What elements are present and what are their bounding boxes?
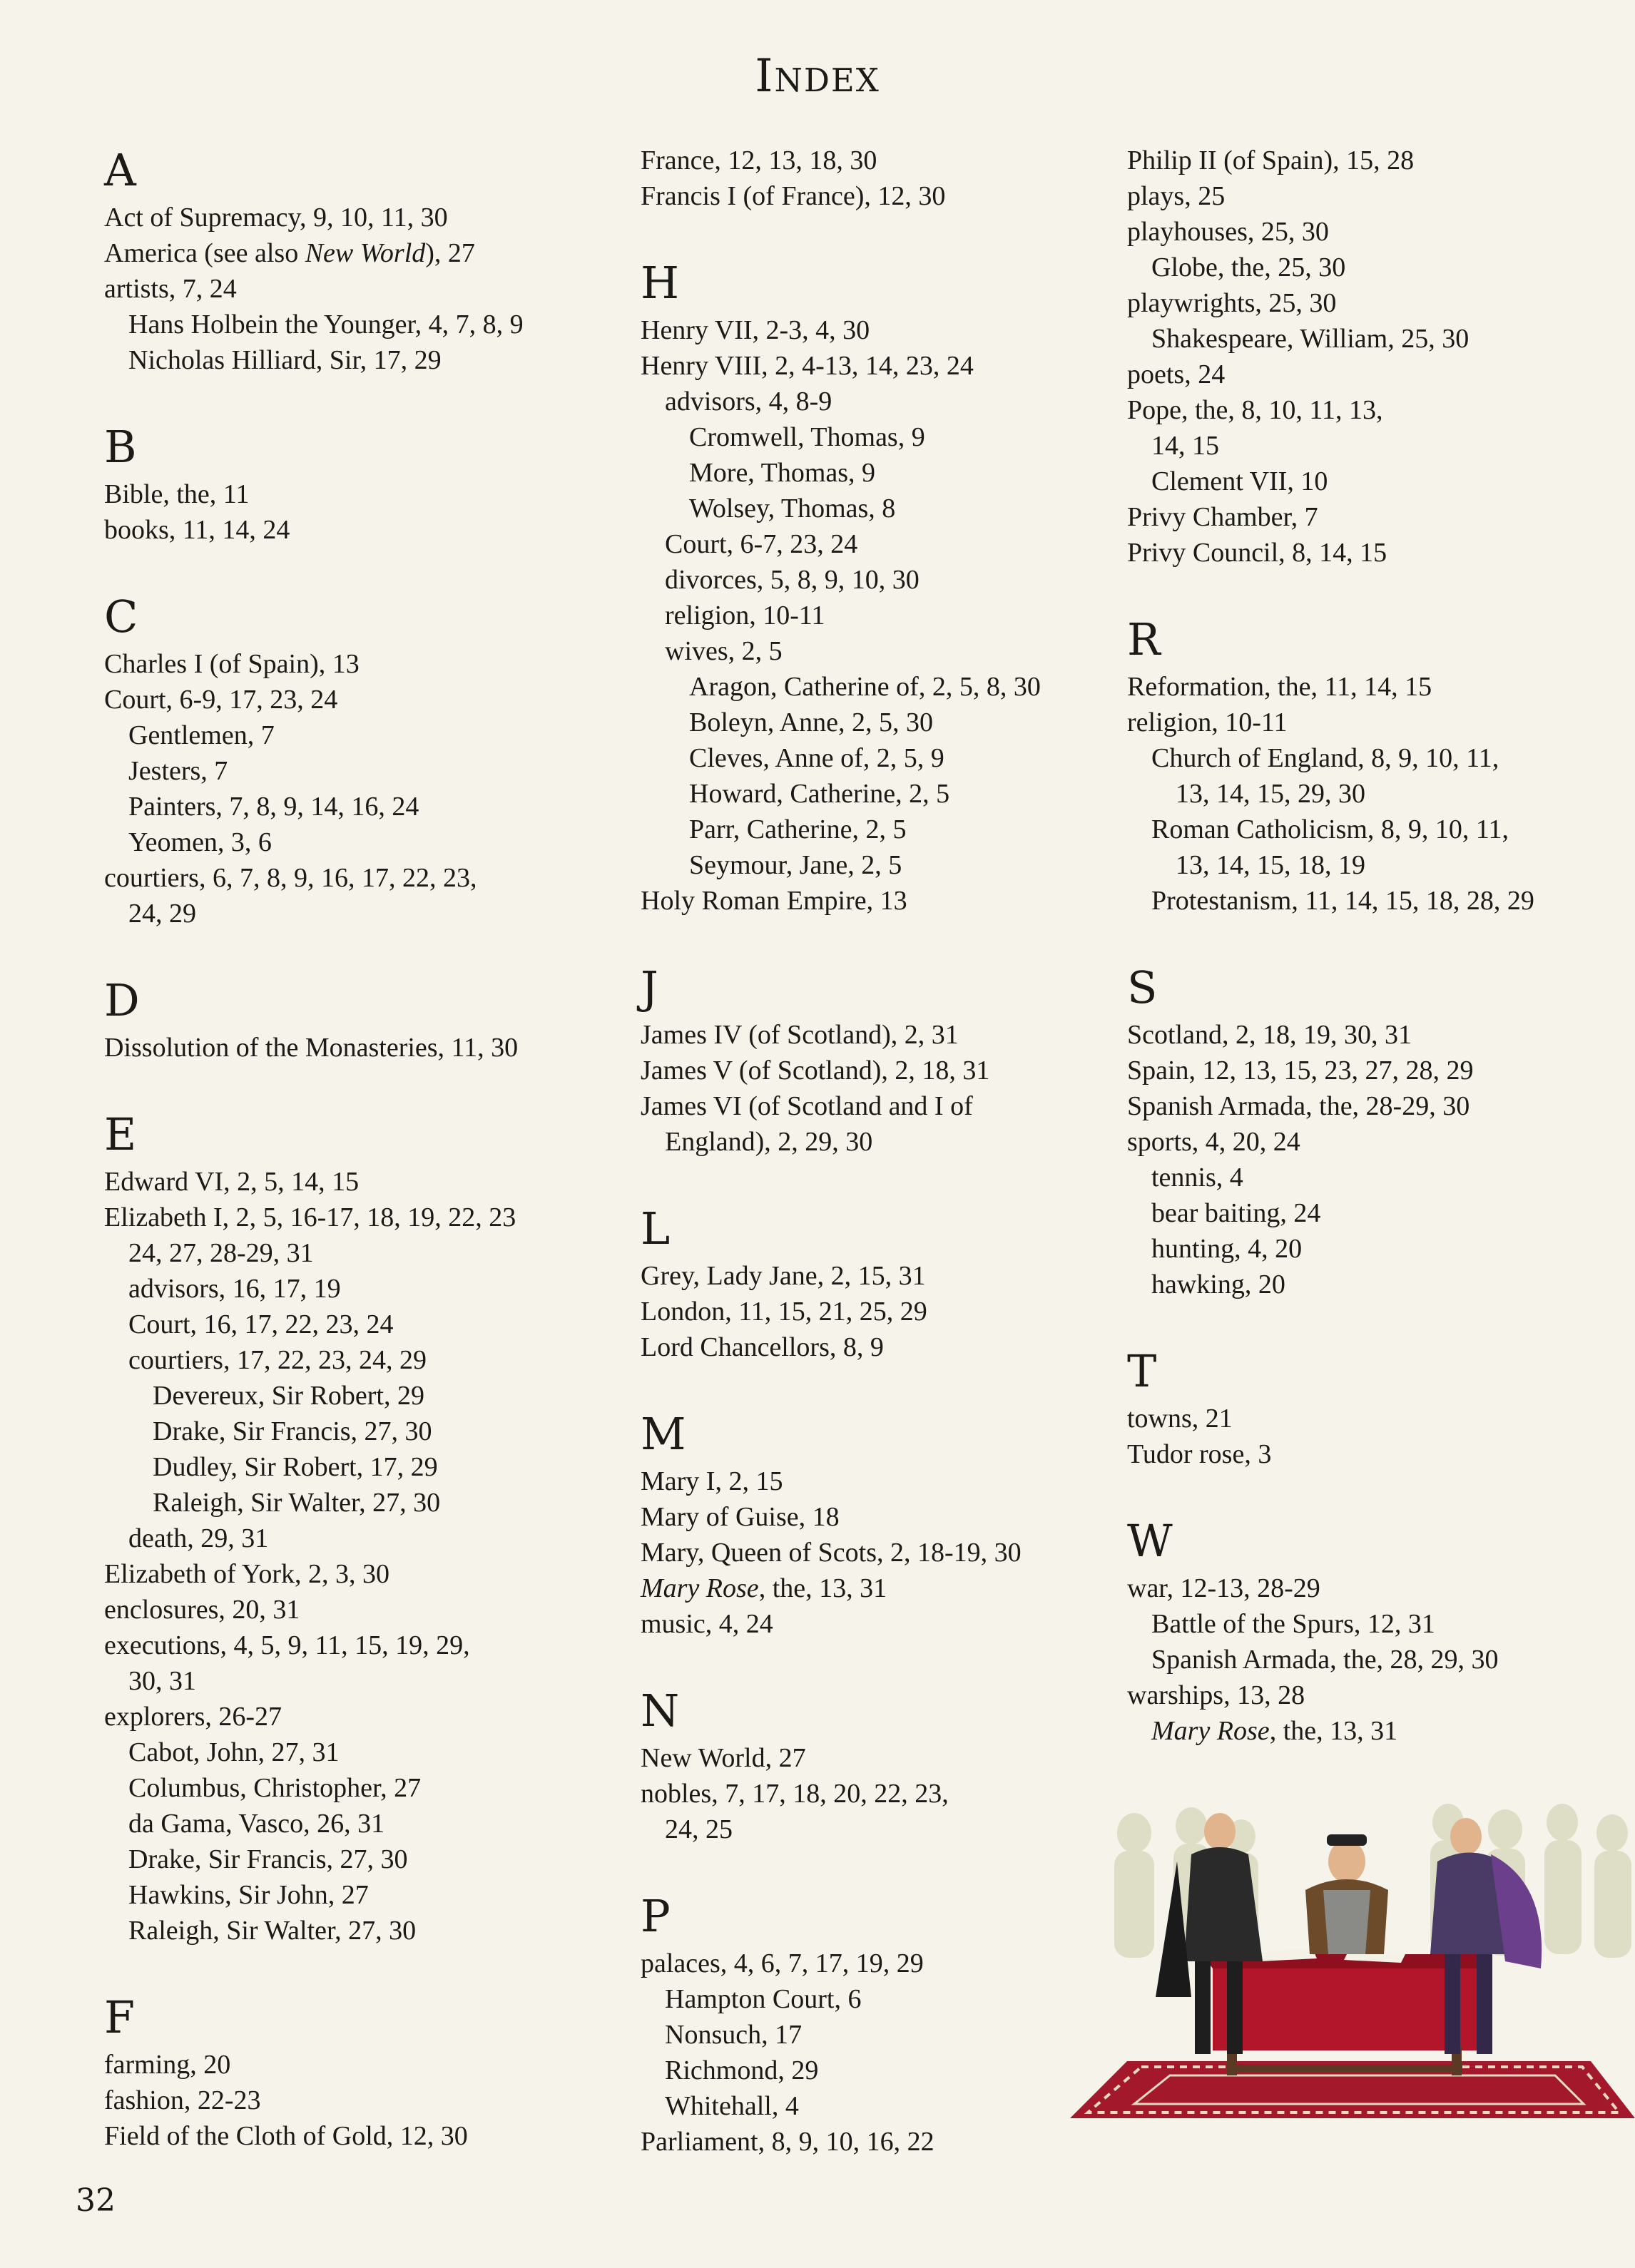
index-entry: Protestanism, 11, 14, 15, 18, 28, 29 <box>1151 886 1534 916</box>
section-letter: T <box>1127 1345 1157 1397</box>
section-letter: J <box>641 961 658 1013</box>
section-letter: E <box>104 1108 137 1160</box>
index-entry: Henry VII, 2-3, 4, 30 <box>641 315 870 345</box>
index-section <box>641 1201 1126 1365</box>
index-entry: executions, 4, 5, 9, 11, 15, 19, 29, <box>104 1630 470 1660</box>
index-entry: Devereux, Sir Robert, 29 <box>153 1381 424 1411</box>
index-entry: nobles, 7, 17, 18, 20, 22, 23, <box>641 1779 949 1809</box>
index-entry: Court, 6-7, 23, 24 <box>665 529 858 559</box>
index-entry: Dudley, Sir Robert, 17, 29 <box>153 1452 438 1482</box>
index-entry: 13, 14, 15, 18, 19 <box>1176 850 1365 880</box>
index-entry: Spanish Armada, the, 28-29, 30 <box>1127 1091 1470 1121</box>
index-entry: Seymour, Jane, 2, 5 <box>689 850 902 880</box>
index-entry: Drake, Sir Francis, 27, 30 <box>128 1844 408 1874</box>
tudor-court-illustration <box>1049 1783 1635 2125</box>
section-letter: B <box>104 421 137 473</box>
index-entry: Court, 6-9, 17, 23, 24 <box>104 685 338 715</box>
index-entry: courtiers, 6, 7, 8, 9, 16, 17, 22, 23, <box>104 863 477 893</box>
index-entry: enclosures, 20, 31 <box>104 1595 300 1625</box>
index-entry: hawking, 20 <box>1151 1270 1285 1299</box>
section-letter: C <box>104 591 138 643</box>
index-entry: Dissolution of the Monasteries, 11, 30 <box>104 1033 519 1063</box>
index-entry: divorces, 5, 8, 9, 10, 30 <box>665 565 920 595</box>
index-entry: warships, 13, 28 <box>1127 1680 1305 1710</box>
index-entry: Privy Council, 8, 14, 15 <box>1127 538 1387 568</box>
index-entry: advisors, 4, 8-9 <box>665 387 832 417</box>
index-entry: Painters, 7, 8, 9, 14, 16, 24 <box>128 792 419 822</box>
index-entry: bear baiting, 24 <box>1151 1198 1321 1228</box>
index-entry: Reformation, the, 11, 14, 15 <box>1127 672 1432 702</box>
index-entry: Boleyn, Anne, 2, 5, 30 <box>689 708 933 737</box>
index-entry: religion, 10-11 <box>1127 708 1288 737</box>
entry-italic-title: Mary Rose <box>1151 1716 1270 1746</box>
index-section <box>104 419 618 548</box>
index-entry: Elizabeth I, 2, 5, 16-17, 18, 19, 22, 23 <box>104 1202 516 1232</box>
index-entry: fashion, 22-23 <box>104 2085 261 2115</box>
index-entry: Battle of the Spurs, 12, 31 <box>1151 1609 1435 1639</box>
index-entry: Mary, Queen of Scots, 2, 18-19, 30 <box>641 1538 1022 1568</box>
index-section <box>104 589 618 931</box>
index-entry: Clement VII, 10 <box>1151 466 1328 496</box>
index-entry: Cleves, Anne of, 2, 5, 9 <box>689 743 944 773</box>
index-entry: farming, 20 <box>104 2050 231 2080</box>
section-letter: N <box>641 1685 680 1737</box>
entry-italic-title: Mary Rose <box>641 1573 759 1603</box>
index-entry: 24, 27, 28-29, 31 <box>128 1238 314 1268</box>
index-entry: 30, 31 <box>128 1666 196 1696</box>
index-entry: Edward VI, 2, 5, 14, 15 <box>104 1167 360 1197</box>
index-entry: James VI (of Scotland and I of <box>641 1091 973 1121</box>
index-entry: Spanish Armada, the, 28, 29, 30 <box>1151 1645 1499 1675</box>
index-entry <box>104 235 618 271</box>
index-entry: More, Thomas, 9 <box>689 458 876 488</box>
index-entry: 24, 25 <box>665 1814 733 1844</box>
section-letter: W <box>1127 1515 1173 1567</box>
index-entry: artists, 7, 24 <box>104 274 237 304</box>
index-entry: Nonsuch, 17 <box>665 2020 803 2050</box>
index-entry: da Gama, Vasco, 26, 31 <box>128 1809 385 1839</box>
index-entry: Roman Catholicism, 8, 9, 10, 11, <box>1151 814 1509 844</box>
index-entry: Wolsey, Thomas, 8 <box>689 494 896 523</box>
index-entry: tennis, 4 <box>1151 1163 1243 1192</box>
index-entry: Gentlemen, 7 <box>128 720 275 750</box>
index-entry: poets, 24 <box>1127 359 1226 389</box>
index-entry: Elizabeth of York, 2, 3, 30 <box>104 1559 390 1589</box>
index-entry <box>1127 1713 1626 1749</box>
section-letter: P <box>641 1890 671 1942</box>
section-letter: S <box>1127 961 1158 1013</box>
page-title: Index <box>755 50 880 103</box>
index-entry: Howard, Catherine, 2, 5 <box>689 779 950 809</box>
index-entry: Bible, the, 11 <box>104 479 250 509</box>
index-entry <box>641 1570 1126 1606</box>
index-entry: Parr, Catherine, 2, 5 <box>689 814 907 844</box>
index-section <box>1127 143 1626 571</box>
index-entry: Grey, Lady Jane, 2, 15, 31 <box>641 1261 926 1291</box>
index-entry: sports, 4, 20, 24 <box>1127 1127 1300 1157</box>
index-entry: Tudor rose, 3 <box>1127 1439 1272 1469</box>
index-entry: Columbus, Christopher, 27 <box>128 1773 422 1803</box>
section-letter: L <box>641 1202 671 1255</box>
index-entry: Nicholas Hilliard, Sir, 17, 29 <box>128 345 442 375</box>
index-entry: Shakespeare, William, 25, 30 <box>1151 324 1470 354</box>
index-entry: France, 12, 13, 18, 30 <box>641 145 877 175</box>
index-section <box>104 143 618 378</box>
index-section <box>104 973 618 1066</box>
index-entry: James IV (of Scotland), 2, 31 <box>641 1020 959 1050</box>
index-entry: playhouses, 25, 30 <box>1127 217 1329 247</box>
section-letter: A <box>104 144 136 196</box>
index-section <box>1127 612 1626 919</box>
index-entry: Globe, the, 25, 30 <box>1151 252 1346 282</box>
index-entry: towns, 21 <box>1127 1404 1233 1434</box>
page-number: 32 <box>76 2182 116 2219</box>
index-entry: Mary of Guise, 18 <box>641 1502 840 1532</box>
index-entry: playwrights, 25, 30 <box>1127 288 1337 318</box>
index-section <box>104 1107 618 1948</box>
index-column-3 <box>1127 143 1626 1790</box>
entry-prefix: America (see also <box>104 238 305 268</box>
index-entry: Court, 16, 17, 22, 23, 24 <box>128 1309 394 1339</box>
index-entry: books, 11, 14, 24 <box>104 515 290 545</box>
entry-italic-title: New World <box>305 238 426 268</box>
index-entry: Spain, 12, 13, 15, 23, 27, 28, 29 <box>1127 1056 1474 1086</box>
index-entry: palaces, 4, 6, 7, 17, 19, 29 <box>641 1948 924 1978</box>
index-entry: 24, 29 <box>128 899 196 929</box>
index-entry: Whitehall, 4 <box>665 2091 799 2121</box>
index-entry: Richmond, 29 <box>665 2055 819 2085</box>
entry-suffix: ), 27 <box>425 238 475 268</box>
index-column-1 <box>104 143 618 2195</box>
section-letter: F <box>104 1991 136 2043</box>
index-entry: death, 29, 31 <box>128 1523 269 1553</box>
index-entry: 13, 14, 15, 29, 30 <box>1176 779 1365 809</box>
index-entry: Raleigh, Sir Walter, 27, 30 <box>153 1488 441 1518</box>
entry-suffix: , the, 13, 31 <box>1269 1716 1398 1746</box>
index-entry: Holy Roman Empire, 13 <box>641 886 907 916</box>
section-letter: M <box>641 1408 686 1460</box>
index-entry: Henry VIII, 2, 4-13, 14, 23, 24 <box>641 351 974 381</box>
index-entry: Hampton Court, 6 <box>665 1984 862 2014</box>
index-entry: England), 2, 29, 30 <box>665 1127 873 1157</box>
index-section <box>104 1990 618 2154</box>
index-entry: advisors, 16, 17, 19 <box>128 1274 341 1304</box>
index-entry: Aragon, Catherine of, 2, 5, 8, 30 <box>689 672 1041 702</box>
index-entry: Raleigh, Sir Walter, 27, 30 <box>128 1916 417 1946</box>
index-entry: Field of the Cloth of Gold, 12, 30 <box>104 2121 468 2151</box>
index-entry: Cromwell, Thomas, 9 <box>689 422 925 452</box>
index-entry: religion, 10-11 <box>665 601 825 630</box>
index-section <box>641 1406 1126 1642</box>
index-entry: Scotland, 2, 18, 19, 30, 31 <box>1127 1020 1412 1050</box>
section-letter: D <box>104 974 140 1026</box>
index-entry: music, 4, 24 <box>641 1609 773 1639</box>
index-section <box>1127 1513 1626 1749</box>
index-entry: Francis I (of France), 12, 30 <box>641 181 946 211</box>
index-entry: James V (of Scotland), 2, 18, 31 <box>641 1056 990 1086</box>
index-entry: Jesters, 7 <box>128 756 228 786</box>
index-entry: Act of Supremacy, 9, 10, 11, 30 <box>104 203 448 233</box>
index-entry: Cabot, John, 27, 31 <box>128 1737 340 1767</box>
index-entry: Lord Chancellors, 8, 9 <box>641 1332 884 1362</box>
index-section <box>1127 960 1626 1302</box>
index-entry: Drake, Sir Francis, 27, 30 <box>153 1416 432 1446</box>
index-entry: New World, 27 <box>641 1743 806 1773</box>
index-entry: Philip II (of Spain), 15, 28 <box>1127 145 1415 175</box>
index-entry: Mary I, 2, 15 <box>641 1466 783 1496</box>
index-entry: Church of England, 8, 9, 10, 11, <box>1151 743 1499 773</box>
index-entry: Privy Chamber, 7 <box>1127 502 1318 532</box>
index-entry: hunting, 4, 20 <box>1151 1234 1303 1264</box>
index-entry: plays, 25 <box>1127 181 1226 211</box>
index-entry: Yeomen, 3, 6 <box>128 827 272 857</box>
index-section <box>641 143 1126 214</box>
index-entry: London, 11, 15, 21, 25, 29 <box>641 1297 927 1327</box>
index-entry: war, 12-13, 28-29 <box>1127 1573 1320 1603</box>
index-entry: explorers, 26-27 <box>104 1702 282 1732</box>
index-entry: Charles I (of Spain), 13 <box>104 649 360 679</box>
section-letter: R <box>1127 613 1161 665</box>
index-section <box>1127 1344 1626 1472</box>
section-letter: H <box>641 257 680 309</box>
index-entry: Hawkins, Sir John, 27 <box>128 1880 369 1910</box>
entry-suffix: , the, 13, 31 <box>758 1573 887 1603</box>
index-section <box>641 255 1126 919</box>
index-section <box>641 960 1126 1160</box>
index-entry: Hans Holbein the Younger, 4, 7, 8, 9 <box>128 310 524 339</box>
index-entry: courtiers, 17, 22, 23, 24, 29 <box>128 1345 427 1375</box>
index-entry: wives, 2, 5 <box>665 636 783 666</box>
index-entry: Parliament, 8, 9, 10, 16, 22 <box>641 2127 934 2157</box>
index-entry: Pope, the, 8, 10, 11, 13, <box>1127 395 1383 425</box>
index-entry: 14, 15 <box>1151 431 1219 461</box>
